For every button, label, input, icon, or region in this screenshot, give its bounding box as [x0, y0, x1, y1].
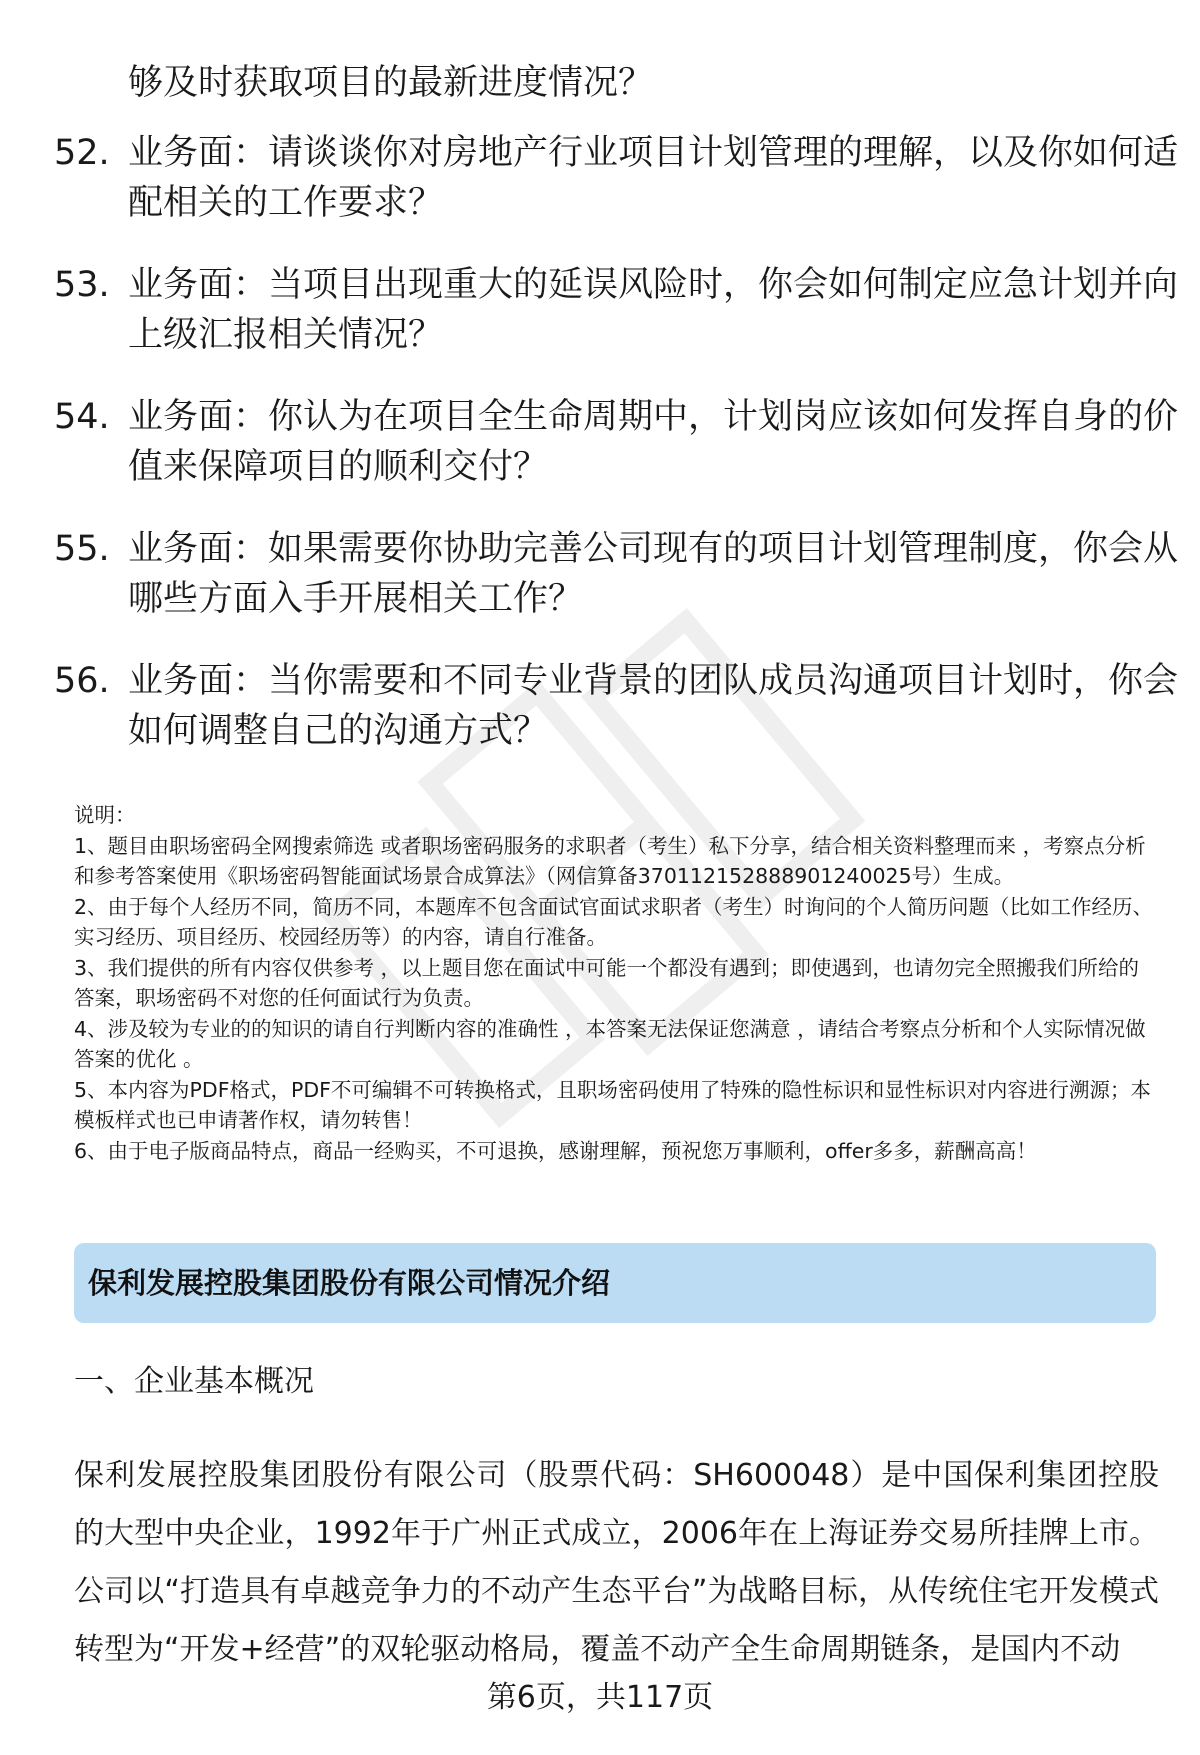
question-text: 业务面：如果需要你协助完善公司现有的项目计划管理制度，你会从哪些方面入手开展相关工作？ — [128, 529, 1179, 619]
note-item: 4、涉及较为专业的的知识的请自行判断内容的准确性 ，本答案无法保证您满意 ，请结合考察点分析和个人实际情况做答案的优化 。 — [74, 1016, 1146, 1071]
question-number: 52. — [54, 133, 110, 173]
banner-title: 保利发展控股集团股份有限公司情况介绍 — [88, 1266, 611, 1300]
question-51-continuation: 够及时获取项目的最新进度情况？ — [128, 63, 654, 103]
question-text: 业务面：请谈谈你对房地产行业项目计划管理的理解，以及你如何适配相关的工作要求？ — [128, 133, 1179, 223]
section-heading: 一、企业基本概况 — [74, 1364, 314, 1399]
note-item: 6、由于电子版商品特点，商品一经购买，不可退换，感谢理解，预祝您万事顺利，offer多多，薪酬高高！ — [74, 1138, 1037, 1163]
question-number: 56. — [54, 661, 110, 701]
page-number: 第6页，共117页 — [486, 1680, 714, 1715]
note-item: 2、由于每个人经历不同，简历不同，本题库不包含面试官面试求职者（考生）时询问的个人简历问题（比如工作经历、实习经历、项目经历、校园经历等）的内容，请自行准备。 — [74, 894, 1154, 949]
question-number: 54. — [54, 397, 110, 437]
company-paragraph: 保利发展控股集团股份有限公司（股票代码：SH600048）是中国保利集团控股的大型中央企业，1992年于广州正式成立，2006年在上海证券交易所挂牌上市。公司以“打造具有卓越竞争力的不动产生态平台”为战略目标，从传统住宅开发模式转型为“开发+经营”的双轮驱动格局，覆盖不动产全生命周期链条，是国内不动 — [74, 1458, 1159, 1667]
question-number: 53. — [54, 265, 110, 305]
company-banner — [74, 1243, 1156, 1323]
note-item: 1、题目由职场密码全网搜索筛选 或者职场密码服务的求职者（考生）私下分享，结合相关资料整理而来 ，考察点分析和参考答案使用《职场密码智能面试场景合成算法》（网信算备370112152888901240025号）生成。 — [74, 833, 1146, 888]
question-text: 业务面：你认为在项目全生命周期中，计划岗应该如何发挥自身的价值来保障项目的顺利交付？ — [128, 397, 1179, 487]
note-item: 5、本内容为PDF格式，PDF不可编辑不可转换格式，且职场密码使用了特殊的隐性标识和显性标识对内容进行溯源；本模板样式也已申请著作权，请勿转售！ — [74, 1077, 1151, 1132]
notes-title: 说明： — [74, 803, 136, 827]
question-text: 业务面：当项目出现重大的延误风险时，你会如何制定应急计划并向上级汇报相关情况？ — [128, 265, 1179, 355]
question-number: 55. — [54, 529, 110, 569]
notes-section — [74, 800, 1159, 1166]
note-item: 3、我们提供的所有内容仅供参考 ，以上题目您在面试中可能一个都没有遇到；即使遇到，也请勿完全照搬我们所给的答案，职场密码不对您的任何面试行为负责。 — [74, 955, 1140, 1010]
question-text: 业务面：当你需要和不同专业背景的团队成员沟通项目计划时，你会如何调整自己的沟通方式？ — [128, 661, 1179, 751]
